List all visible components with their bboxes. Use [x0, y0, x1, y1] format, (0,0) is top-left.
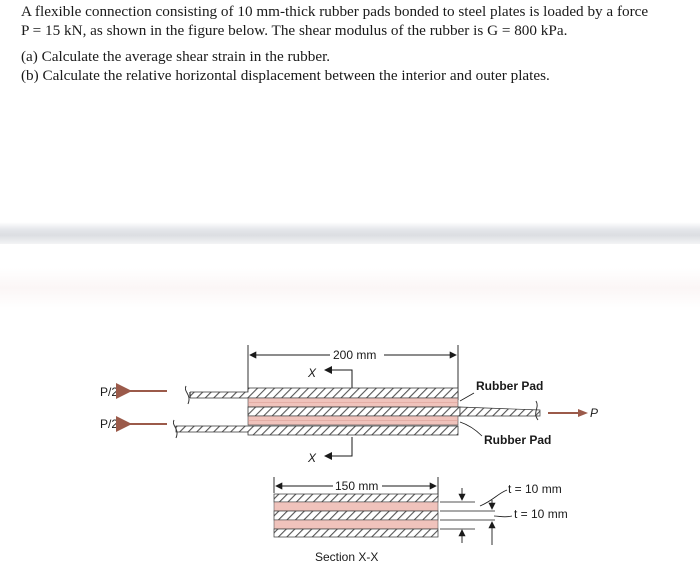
interior-plate: [248, 407, 460, 416]
section-view: [274, 477, 438, 564]
load-top-label: P/2: [100, 385, 119, 399]
part-b: (b) Calculate the relative horizontal displacement between the interior and outer plates.: [21, 67, 550, 84]
thickness-label-2: t = 10 mm: [514, 507, 568, 521]
problem-intro-line-1: A flexible connection consisting of 10 mm-thick rubber pads bonded to steel plates is loaded by a force: [21, 3, 649, 20]
problem-intro-line-2: P = 15 kN, as shown in the figure below. The shear modulus of the rubber is G = 800 kPa.: [21, 22, 568, 39]
section-mark-bottom: [307, 437, 352, 465]
load-right: [548, 406, 598, 420]
plate-assembly: [173, 386, 540, 438]
rubber-pad-top-label: Rubber Pad: [476, 379, 544, 393]
outer-plate-top: [190, 388, 458, 398]
load-bottom-label: P/2: [100, 417, 119, 431]
part-a: (a) Calculate the average shear strain in the rubber.: [21, 48, 331, 65]
outer-plate-bottom: [176, 426, 458, 435]
section-mark-top-label: X: [308, 366, 317, 380]
section-width-label: 150 mm: [335, 479, 379, 493]
length-label: 200 mm: [333, 348, 377, 362]
section-caption: Section X-X: [315, 550, 379, 564]
thickness-callouts: [440, 482, 568, 545]
load-bottom: [100, 417, 167, 431]
rubber-pad-bottom-label: Rubber Pad: [484, 433, 552, 447]
load-top: [100, 385, 167, 399]
thickness-label-1: t = 10 mm: [508, 482, 562, 496]
section-mark-bottom-label: X: [308, 451, 317, 465]
load-right-label: P: [590, 406, 599, 420]
